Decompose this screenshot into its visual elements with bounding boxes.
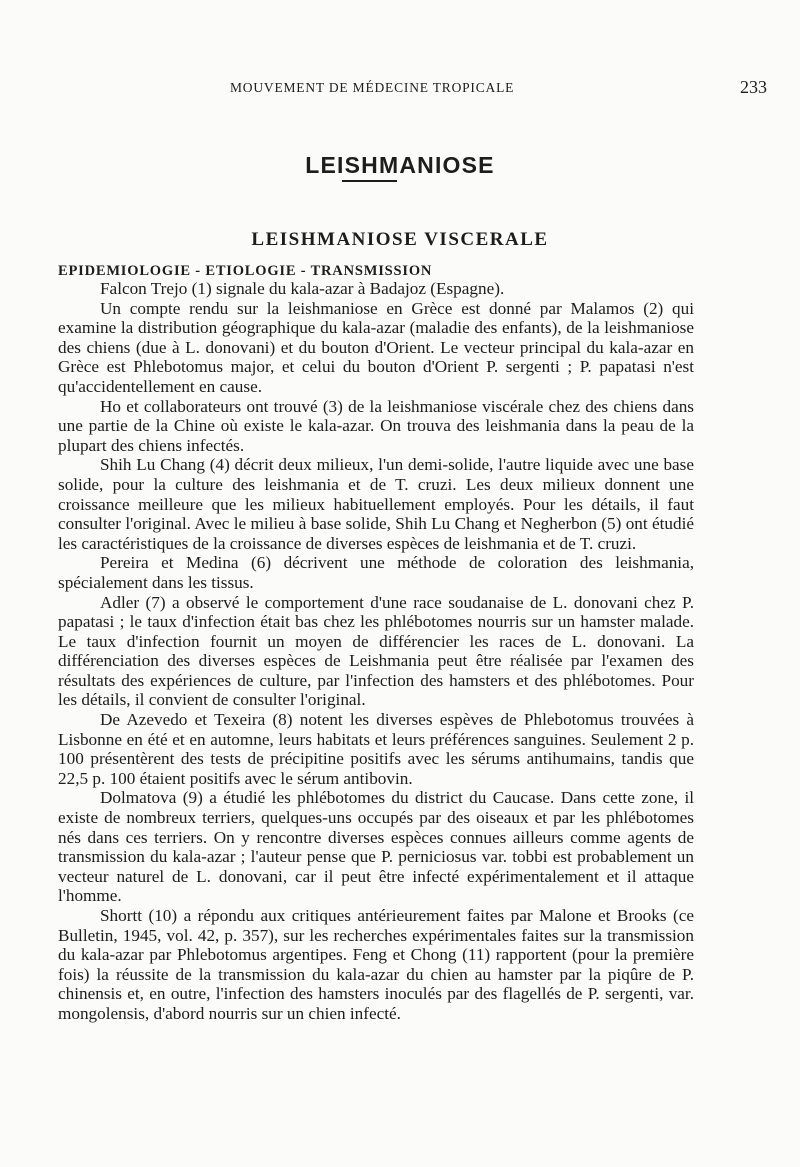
- paragraph-7: De Azevedo et Texeira (8) notent les diverses espèves de Phlebotomus trouvées à Lisbonne en été et en automne, leurs habitats et leurs préférences sanguines. Seulement 2 p. 100 présentèrent des tests de précipitine positifs avec les sérums antihumains, tandis que 22,5 p. 100 étaient positifs avec le sérum antibovin.: [58, 710, 694, 788]
- paragraph-6: Adler (7) a observé le comportement d'une race soudanaise de L. donovani chez P. papatasi ; le taux d'infection était bas chez les phlébotomes nourris sur un hamster malade. Le taux d'infection fournit un moyen de différencier les races de L. donovani. La différenciation des diverses espèces de Leishmania peut être réalisée par l'examen des résultats des expériences de culture, par l'infection des hamsters et des phlébotomes. Pour les détails, il convient de consulter l'original.: [58, 592, 694, 710]
- paragraph-3: Ho et collaborateurs ont trouvé (3) de la leishmaniose viscérale chez des chiens dans une partie de la Chine où existe le kala-azar. On trouva des leishmania dans la peau de la plupart des chiens infectés.: [58, 396, 694, 455]
- paragraph-8: Dolmatova (9) a étudié les phlébotomes du district du Caucase. Dans cette zone, il existe de nombreux terriers, quelques-uns occupés par des oiseaux et par les phlébotomes nés dans ces terriers. On y rencontre diverses espèces connues ailleurs comme agents de transmission du kala-azar ; l'auteur pense que P. perniciosus var. tobbi est probablement un vecteur naturel de L. donovani, car il peut être infecté expérimentalement et il attaque l'homme.: [58, 788, 694, 906]
- section-title: LEISHMANIOSE VISCERALE: [251, 228, 549, 250]
- paragraph-5: Pereira et Medina (6) décrivent une méthode de coloration des leishmania, spécialement dans les tissus.: [58, 553, 694, 592]
- paragraph-2: Un compte rendu sur la leishmaniose en Grèce est donné par Malamos (2) qui examine la distribution géographique du kala-azar (maladie des enfants), de la leishmaniose des chiens (due à L. donovani) et du bouton d'Orient. Le vecteur principal du kala-azar en Grèce est Phlebotomus major, et celui du bouton d'Orient P. sergenti ; P. papatasi n'est qu'accidentellement en cause.: [58, 298, 694, 396]
- running-head: MOUVEMENT DE MÉDECINE TROPICALE: [230, 80, 515, 95]
- subsection-title: EPIDEMIOLOGIE - ETIOLOGIE - TRANSMISSION: [58, 262, 433, 279]
- body-text: [58, 279, 694, 1024]
- title-rule: [342, 180, 397, 182]
- page-number: 233: [740, 77, 767, 97]
- paragraph-4: Shih Lu Chang (4) décrit deux milieux, l'un demi-solide, l'autre liquide avec une base solide, pour la culture des leishmania et de T. cruzi. Les deux milieux donnent une croissance meilleure que les milieux habituellement employés. Pour les détails, il faut consulter l'original. Avec le milieu à base solide, Shih Lu Chang et Negherbon (5) ont étudié les caractéristiques de la croissance de diverses espèces de leishmania et de T. cruzi.: [58, 455, 694, 553]
- paragraph-9: Shortt (10) a répondu aux critiques antérieurement faites par Malone et Brooks (ce Bulletin, 1945, vol. 42, p. 357), sur les recherches expérimentales faites sur la transmission du kala-azar par Phlebotomus argentipes. Feng et Chong (11) rapportent (pour la première fois) la réussite de la transmission du kala-azar du chien au hamster par la piqûre de P. chinensis et, en outre, l'infection des hamsters inoculés par des flagellés de P. sergenti, var. mongolensis, d'abord nourris sur un chien infecté.: [58, 906, 694, 1023]
- page-title: LEISHMANIOSE: [305, 152, 495, 179]
- paragraph-1: Falcon Trejo (1) signale du kala-azar à Badajoz (Espagne).: [100, 279, 505, 298]
